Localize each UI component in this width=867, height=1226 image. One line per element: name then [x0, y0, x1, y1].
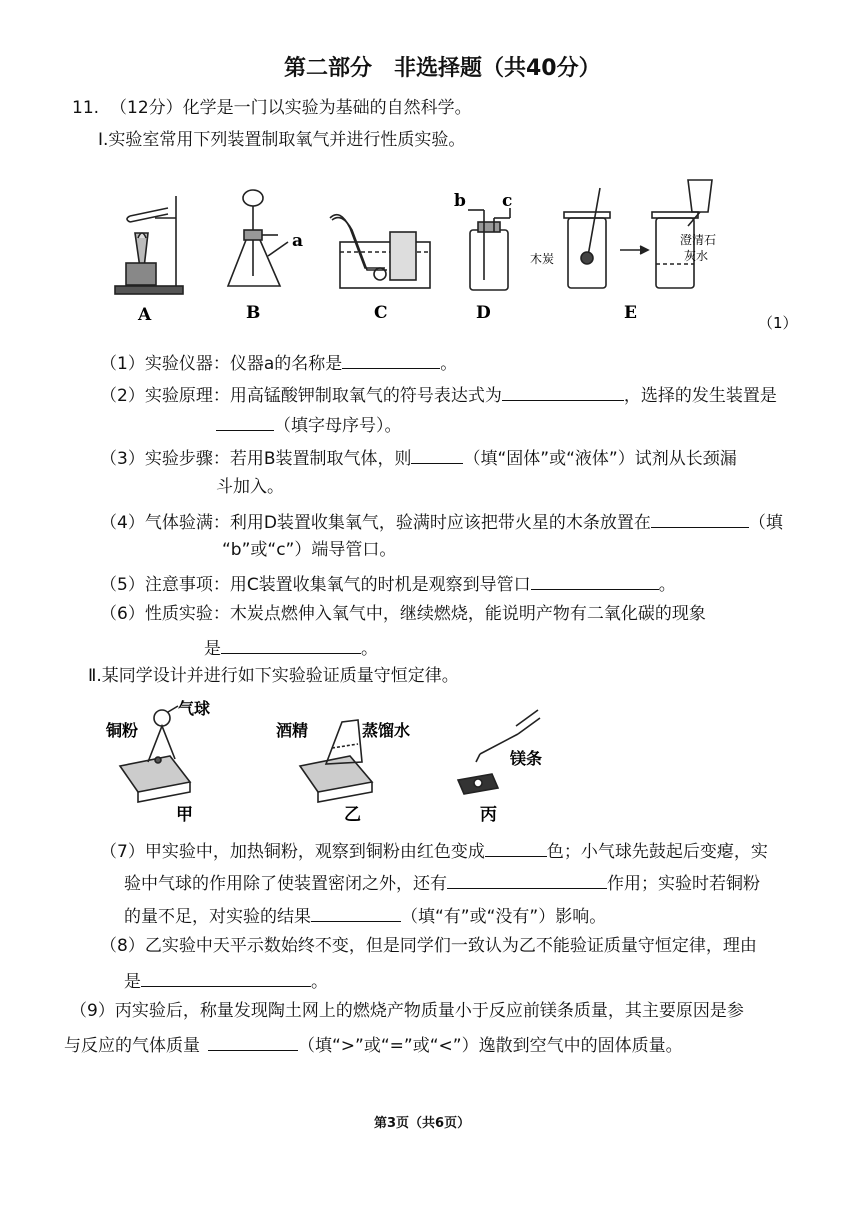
q7-line3-prompt: 的量不足，对实验的结果: [124, 907, 311, 927]
q3-text: [100, 447, 737, 468]
magnesium-label: 镁条: [510, 749, 543, 768]
q2-mid: ，选择的发生装置是: [623, 386, 777, 406]
q2-device-blank[interactable]: [216, 414, 274, 431]
q2-prompt: （2）实验原理：用高锰酸钾制取氧气的符号表达式为: [100, 386, 502, 406]
q4-hint: （填: [748, 513, 783, 533]
label-c: c: [502, 191, 513, 211]
label-bing: 丙: [480, 805, 497, 825]
q5-answer-blank[interactable]: [531, 573, 659, 590]
q7-text: [100, 840, 768, 861]
q4-line2: “b”或“c”）端导管口。: [222, 540, 397, 560]
q5-end: 。: [658, 575, 676, 595]
label-a: a: [292, 231, 304, 251]
q9-text: （9）丙实验后，称量发现陶土网上的燃烧产物质量小于反应前镁条质量，其主要原因是参: [70, 1001, 744, 1021]
apparatus-d-drawing: [468, 208, 510, 290]
q1-answer-blank[interactable]: [342, 352, 440, 369]
mass-conservation-figure: [100, 696, 560, 826]
q7-color-blank[interactable]: [485, 840, 547, 857]
apparatus-figure: [100, 168, 800, 338]
q7-prompt: （7）甲实验中，加热铜粉，观察到铜粉由红色变成: [100, 842, 485, 862]
apparatus-label-c: C: [374, 303, 388, 323]
charcoal-label: 木炭: [530, 252, 555, 266]
q2-equation-blank[interactable]: [502, 384, 624, 401]
q7-effect-blank[interactable]: [311, 905, 401, 922]
q8-text: （8）乙实验中天平示数始终不变，但是同学们一致认为乙不能验证质量守恒定律，理由: [100, 936, 757, 956]
label-jia: 甲: [176, 805, 193, 825]
apparatus-a-drawing: [115, 196, 183, 294]
page-title: 第二部分 非选择题（共40分）: [284, 56, 601, 81]
balloon-label: 气球: [178, 699, 211, 718]
q3-prompt: （3）实验步骤：若用B装置制取气体，则: [100, 449, 412, 469]
apparatus-label-e: E: [624, 303, 637, 323]
label-yi: 乙: [344, 805, 361, 825]
q8-line2-start: 是: [124, 972, 141, 992]
copper-label: 铜粉: [106, 721, 139, 740]
q4-answer-blank[interactable]: [651, 511, 749, 528]
q3-hint: （填“固体”或“液体”）试剂从长颈漏: [463, 449, 737, 469]
q5-prompt: （5）注意事项：用C装置收集氧气的时机是观察到导管口: [100, 575, 531, 595]
part1-heading: Ⅰ.实验室常用下列装置制取氧气并进行性质实验。: [98, 130, 466, 150]
water-label: 蒸馏水: [362, 721, 411, 740]
q9-line2-prompt: 与反应的气体质量: [64, 1036, 200, 1056]
figure-caption: （1）: [758, 314, 798, 332]
q7-line2-prompt: 验中气球的作用除了使装置密闭之外，还有: [124, 874, 447, 894]
q1-end: 。: [440, 354, 458, 374]
q2-line2: [216, 414, 402, 435]
alcohol-label: 酒精: [276, 721, 309, 740]
apparatus-label-d: D: [476, 303, 491, 323]
q6-text: （6）性质实验：木炭点燃伸入氧气中，继续燃烧，能说明产物有二氧化碳的现象: [100, 604, 706, 624]
q1-prompt: （1）实验仪器：仪器a的名称是: [100, 354, 343, 374]
q8-end: 。: [311, 972, 328, 992]
q7-line3-hint: （填“有”或“没有”）影响。: [401, 907, 607, 927]
q3-line2: 斗加入。: [216, 477, 284, 497]
q8-line2: [124, 970, 328, 991]
question-intro: （12分）化学是一门以实验为基础的自然科学。: [110, 98, 472, 118]
part2-heading: Ⅱ.某同学设计并进行如下实验验证质量守恒定律。: [88, 666, 459, 686]
q9-line2: [64, 1034, 683, 1055]
apparatus-c-drawing: [330, 215, 430, 288]
q9-answer-blank[interactable]: [208, 1034, 298, 1051]
q9-line2-hint: （填“>”或“=”或“<”）逸散到空气中的固体质量。: [298, 1036, 683, 1056]
limewater-label-2: 灰水: [684, 249, 709, 263]
page-footer: 第3页（共6页）: [374, 1116, 471, 1131]
q3-answer-blank[interactable]: [411, 447, 463, 464]
q4-text: [100, 511, 783, 532]
limewater-label-1: 澄清石: [680, 233, 717, 247]
q6-end: 。: [361, 639, 378, 659]
q6-line2-start: 是: [204, 639, 221, 659]
q2-text: [100, 384, 777, 405]
q4-prompt: （4）气体验满：利用D装置收集氧气，验满时应该把带火星的木条放置在: [100, 513, 651, 533]
q6-answer-blank[interactable]: [221, 637, 361, 654]
q7-mid: 色；小气球先鼓起后变瘪，实: [546, 842, 768, 862]
apparatus-label-a: A: [138, 305, 152, 325]
apparatus-b-drawing: [228, 190, 288, 286]
q7-line2-end: 作用；实验时若铜粉: [607, 874, 760, 894]
question-number: 11.: [72, 98, 100, 118]
apparatus-label-b: B: [246, 303, 261, 323]
label-b: b: [454, 191, 466, 211]
q7-balloon-blank[interactable]: [447, 872, 607, 889]
q8-answer-blank[interactable]: [141, 970, 311, 987]
q7-line2: [124, 872, 760, 893]
q1-text: [100, 352, 457, 373]
q2-hint: （填字母序号）。: [274, 416, 402, 436]
q6-line2: [204, 637, 378, 658]
q7-line3: [124, 905, 606, 926]
q5-text: [100, 573, 676, 594]
